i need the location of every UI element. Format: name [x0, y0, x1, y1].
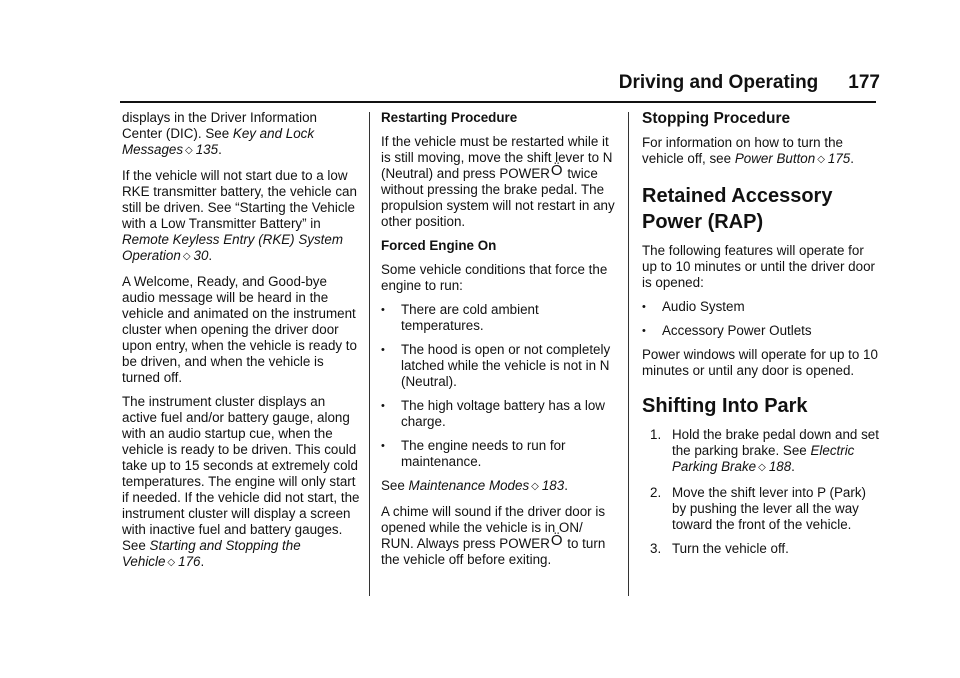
column-divider-right — [628, 112, 629, 596]
page-ref-number[interactable]: 135 — [195, 142, 219, 157]
link-rke-system-operation[interactable]: Remote Keyless Entry (RKE) System Operation — [122, 232, 344, 263]
list-item: • Audio System — [642, 299, 880, 315]
power-icon: Ö — [550, 532, 563, 549]
paragraph-rap-intro: The following features will operate for up to 10 minutes or until the driver door is opened: — [642, 243, 875, 290]
paragraph-chime: A chime will sound if the driver door is opened while the vehicle is in ON/ RUN. Always press POWERÖ to turn the vehicle off before exiting. — [381, 504, 606, 567]
rap-heading: Retained Accessory Power (RAP) — [642, 185, 833, 233]
page-ref-icon: ◇ — [758, 462, 766, 473]
link-maintenance-modes[interactable]: Maintenance Modes — [408, 478, 530, 493]
column-2 — [381, 110, 619, 576]
column-3 — [642, 110, 880, 565]
link-power-button[interactable]: Power Button — [734, 151, 816, 166]
list-item: • The hood is open or not completely latched while the vehicle is not in N (Neutral). — [381, 342, 619, 390]
list-item: • The high voltage battery has a low charge. — [381, 398, 619, 430]
page-number: 177 — [848, 72, 880, 93]
link-electric-parking-brake[interactable]: Electric Parking Brake — [672, 443, 855, 474]
paragraph-stopping: For information on how to turn the vehicle off, see Power Button ◇ 175. — [642, 135, 854, 166]
header-rule — [120, 101, 876, 103]
column-1 — [122, 110, 360, 580]
paragraph-rke-battery: If the vehicle will not start due to a low RKE transmitter battery, the vehicle can still be driven. See “Starting the Vehicle with a Low Transmitter Battery” in Remote Keyless Entry (RKE) System Operation ◇ 30. — [122, 168, 357, 263]
page-ref-icon: ◇ — [182, 251, 191, 262]
paragraph-restart: If the vehicle must be restarted while it is still moving, move the shift lever to N (Neutral) and press POWERÖ twice without pressing the brake pedal. The propulsion system will not restart in any other position. — [381, 134, 615, 229]
link-key-and-lock-messages[interactable]: Key and Lock Messages — [122, 126, 315, 157]
page-ref-icon: ◇ — [817, 154, 825, 165]
step-number: 3. — [650, 541, 662, 556]
step-number: 2. — [650, 485, 662, 500]
list-item: • There are cold ambient temperatures. — [381, 302, 619, 334]
power-icon: Ö — [550, 162, 563, 179]
step-number: 1. — [650, 427, 662, 442]
link-starting-and-stopping[interactable]: Starting and Stopping the Vehicle — [122, 538, 301, 569]
forced-engine-on-heading: Forced Engine On — [381, 238, 497, 253]
paragraph-power-windows: Power windows will operate for up to 10 minutes or until any door is opened. — [642, 347, 878, 378]
page-ref-icon: ◇ — [531, 481, 539, 492]
list-item: 2. Move the shift lever into P (Park) by pushing the lever all the way toward the front of the vehicle. — [650, 485, 866, 532]
page-ref-number[interactable]: 175 — [827, 151, 851, 166]
list-item: • Accessory Power Outlets — [642, 323, 880, 339]
page-header — [0, 72, 880, 94]
page-ref-icon: ◇ — [185, 145, 193, 156]
paragraph-instrument-cluster: The instrument cluster displays an active fuel and/or battery gauge, along with an audio startup cue, when the vehicle is ready to be driven. This could take up to 15 seconds at extremely cold temperatures. The engine will only start if needed. If the vehicle did not start, the instrument cluster will display a screen with inactive fuel and battery gauges. See Starting and Stopping the Vehicle ◇ 176. — [122, 394, 360, 569]
list-item: 1. Hold the brake pedal down and set the parking brake. See Electric Parking Brake ◇ 188. — [650, 427, 879, 474]
list-item: • The engine needs to run for maintenance. — [381, 438, 619, 470]
paragraph-welcome-message: A Welcome, Ready, and Good-bye audio message will be heard in the vehicle and animated on the instrument cluster when opening the driver door upon entry, when the vehicle is ready to be driven, and when the vehicle is turned off. — [122, 274, 357, 385]
shifting-into-park-heading: Shifting Into Park — [642, 395, 808, 417]
page-ref-number[interactable]: 183 — [541, 478, 565, 493]
section-title: Driving and Operating — [618, 72, 819, 93]
restarting-procedure-heading: Restarting Procedure — [381, 110, 518, 125]
page-ref-number[interactable]: 176 — [178, 554, 201, 569]
list-item: 3. Turn the vehicle off. — [650, 541, 789, 556]
page-ref-number[interactable]: 30 — [193, 248, 209, 263]
page-ref-icon: ◇ — [167, 557, 176, 568]
page-ref-number[interactable]: 188 — [768, 459, 792, 474]
paragraph-see-maintenance: See Maintenance Modes ◇ 183. — [381, 478, 568, 493]
paragraph-forced-intro: Some vehicle conditions that force the engine to run: — [381, 262, 608, 293]
column-divider-left — [369, 112, 370, 596]
paragraph-dic: displays in the Driver Information Center (DIC). See Key and Lock Messages ◇ 135. — [122, 110, 317, 157]
stopping-procedure-heading: Stopping Procedure — [642, 110, 791, 127]
